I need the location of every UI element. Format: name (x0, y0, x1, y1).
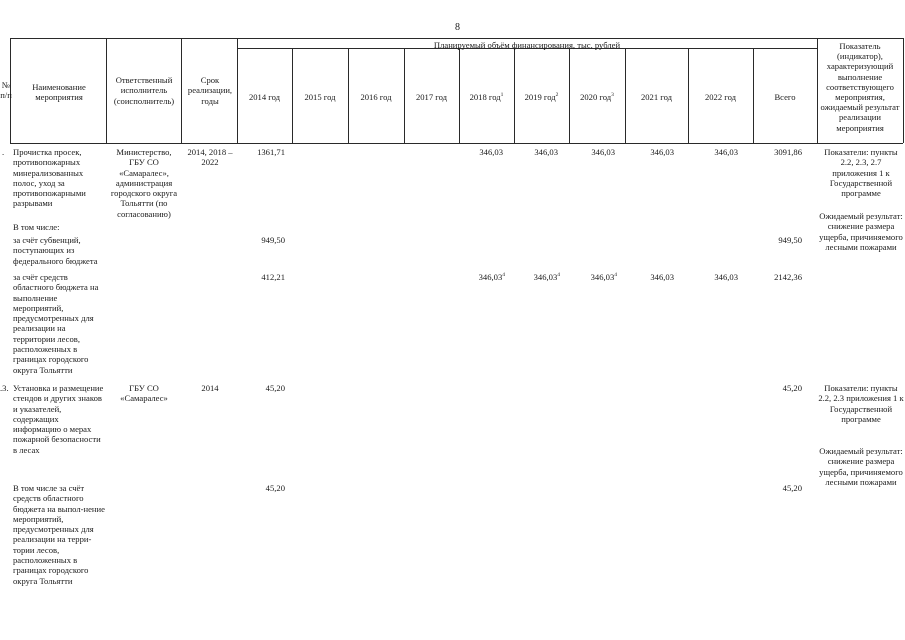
col-line-4 (237, 38, 238, 143)
row1-regional-label: за счёт средств областного бюджета на выполнение мероприятий, предусмотренных для реализации на территории лесов, расположенных в границах городского округа Тольятти (13, 272, 99, 375)
header-year-2019: 2019 год$^2$ (524, 92, 559, 102)
header-bottom-border (10, 143, 903, 144)
row1-federal-label: за счёт субвенций, поступающих из федерального бюджета (13, 235, 98, 266)
row2-2014: 45,20 (265, 383, 285, 393)
row1-2021: 346,03 (650, 147, 674, 157)
row2-name: Установка и размещение стендов и других знаков и указателей, содержащих информацию о мерах пожарной безопасности в лесах (13, 383, 104, 455)
row1-total: 3091,86 (774, 147, 802, 157)
row2-regional-total: 45,20 (782, 483, 802, 493)
row1-executor: Министерство, ГБУ СО «Самаралес», администрация городского округа Тольятти (по согласованию) (110, 147, 178, 219)
row1-2022: 346,03 (714, 147, 738, 157)
row1-federal-2014: 949,50 (261, 235, 285, 245)
row1-2018: 346,03 (479, 147, 503, 157)
row2-num: .3. (0, 383, 9, 393)
row1-federal-total: 949,50 (778, 235, 802, 245)
header-name: Наименование мероприятия (32, 82, 86, 103)
row1-regional-2022: 346,03 (714, 272, 738, 282)
header-year-2020: 2020 год$^3$ (580, 92, 614, 102)
row1-2014: 1361,71 (257, 147, 285, 157)
page-number: 8 (455, 22, 460, 33)
row2-total: 45,20 (782, 383, 802, 393)
header-total: Всего (774, 92, 796, 102)
row1-result: Ожидаемый результат: снижение размера ущерба, причиняемого лесными пожарами (819, 211, 903, 252)
col-line-2 (106, 38, 107, 143)
table-top-border (10, 38, 903, 39)
row1-regional-2020: 346,03$^4$ (590, 272, 617, 282)
row2-regional-label: В том числе за счёт средств областного бюджета на выпол-нение мероприятий, предусмотренных для реализации на терри-тории лесов, расположенных в границах городского округа Тольятти (13, 483, 105, 586)
row1-2020: 346,03 (591, 147, 615, 157)
row2-indicator: Показатели: пункты 2.2, 2.3 приложения 1 к Государственной программе (818, 383, 904, 424)
header-year-2021: 2021 год (640, 92, 673, 102)
col-line-14 (817, 38, 818, 143)
header-year-2014: 2014 год (248, 92, 281, 102)
col-line-15 (903, 38, 904, 143)
header-planned-volume: Планируемый объём финансирования, тыс. рублей (433, 40, 621, 50)
header-term: Срок реализации, годы (187, 75, 233, 106)
row2-regional-2014: 45,20 (265, 483, 285, 493)
header-executor: Ответственный исполнитель (соисполнитель) (113, 75, 175, 106)
row1-indicator: Показатели: пункты 2.2, 2.3, 2.7 приложения 1 к Государственной программе (824, 147, 898, 199)
header-year-2017: 2017 год (415, 92, 448, 102)
header-year-2015: 2015 год (304, 92, 336, 102)
row2-executor: ГБУ СО «Самаралес» (120, 383, 168, 404)
row1-name: Прочистка просек, противопожарных минерализованных полос, уход за противопожарными разрывами (13, 147, 86, 209)
row1-regional-2018: 346,03$^4$ (478, 272, 505, 282)
row1-term: 2014, 2018 – 2022 (187, 147, 233, 168)
row1-incl-label: В том числе: (13, 222, 60, 232)
header-year-2016: 2016 год (360, 92, 392, 102)
row1-regional-total: 2142,36 (774, 272, 802, 282)
row1-num: . (2, 147, 5, 157)
header-indicator: Показатель (индикатор), характеризующий выполнение соответствующего мероприятия, ожидаемый результат реализации мероприятия (820, 41, 900, 133)
header-year-2022: 2022 год (704, 92, 737, 102)
header-num: № п/п (0, 80, 12, 101)
row1-regional-2019: 346,03$^4$ (533, 272, 560, 282)
row1-2019: 346,03 (534, 147, 558, 157)
row2-term: 2014 (201, 383, 219, 393)
row1-regional-2021: 346,03 (650, 272, 674, 282)
row2-result: Ожидаемый результат: снижение размера ущерба, причиняемого лесными пожарами (819, 446, 903, 487)
col-line-3 (181, 38, 182, 143)
header-year-2018: 2018 год$^1$ (469, 92, 504, 102)
row1-regional-2014: 412,21 (261, 272, 285, 282)
